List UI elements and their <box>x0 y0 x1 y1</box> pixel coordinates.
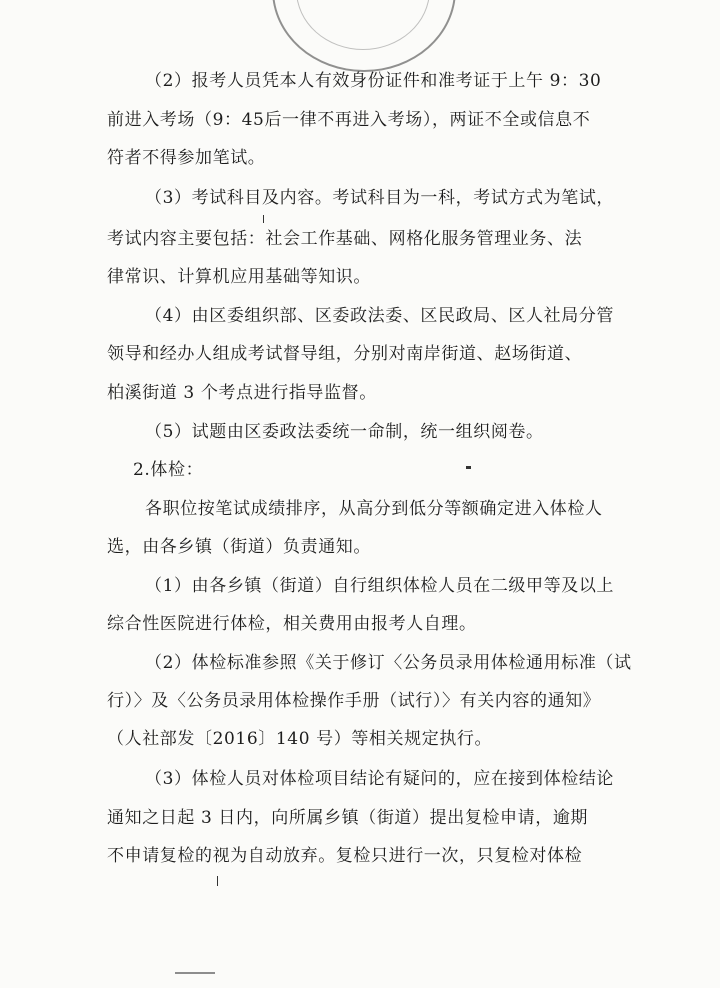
text-line: 领导和经办人组成考试督导组，分别对南岸街道、赵场街道、 <box>107 344 583 364</box>
text-line: （3）考试科目及内容。考试科目为一科，考试方式为笔试， <box>145 188 615 208</box>
scan-speck <box>466 466 471 469</box>
text-line: 柏溪街道 3 个考点进行指导监督。 <box>107 383 377 403</box>
text-line: 综合性医院进行体检，相关费用由报考人自理。 <box>107 614 477 634</box>
text-line: （人社部发〔2016〕140 号）等相关规定执行。 <box>107 729 493 749</box>
text-line: 考试内容主要包括：社会工作基础、网格化服务管理业务、法 <box>107 229 583 249</box>
text-line: 符者不得参加笔试。 <box>107 148 266 168</box>
scan-speck <box>263 215 264 223</box>
text-line: 行）〉及〈公务员录用体检操作手册（试行）〉有关内容的通知》 <box>107 691 601 711</box>
scan-speck <box>217 876 218 886</box>
text-line: （2）体检标准参照《关于修订〈公务员录用体检通用标准（试 <box>145 653 632 673</box>
text-line: （5）试题由区委政法委统一命制，统一组织阅卷。 <box>145 422 544 442</box>
text-line: 律常识、计算机应用基础等知识。 <box>107 267 371 287</box>
text-line: （4）由区委组织部、区委政法委、区民政局、区人社局分管 <box>145 306 615 326</box>
handwriting-mark <box>175 972 215 988</box>
text-line: （1）由各乡镇（街道）自行组织体检人员在二级甲等及以上 <box>145 576 615 596</box>
text-line: 前进入考场（9：45后一律不再进入考场），两证不全或信息不 <box>107 110 591 130</box>
text-line: 各职位按笔试成绩排序，从高分到低分等额确定进入体检人 <box>145 499 603 519</box>
text-line: 通知之日起 3 日内，向所属乡镇（街道）提出复检申请，逾期 <box>107 808 589 828</box>
section-heading: 2.体检： <box>133 460 204 480</box>
text-line: （3）体检人员对体检项目结论有疑问的，应在接到体检结论 <box>145 769 615 789</box>
text-line: （2）报考人员凭本人有效身份证件和准考证于上午 9：30 <box>145 71 602 91</box>
text-line: 不申请复检的视为自动放弃。复检只进行一次，只复检对体检 <box>107 846 583 866</box>
text-line: 选，由各乡镇（街道）负责通知。 <box>107 537 371 557</box>
